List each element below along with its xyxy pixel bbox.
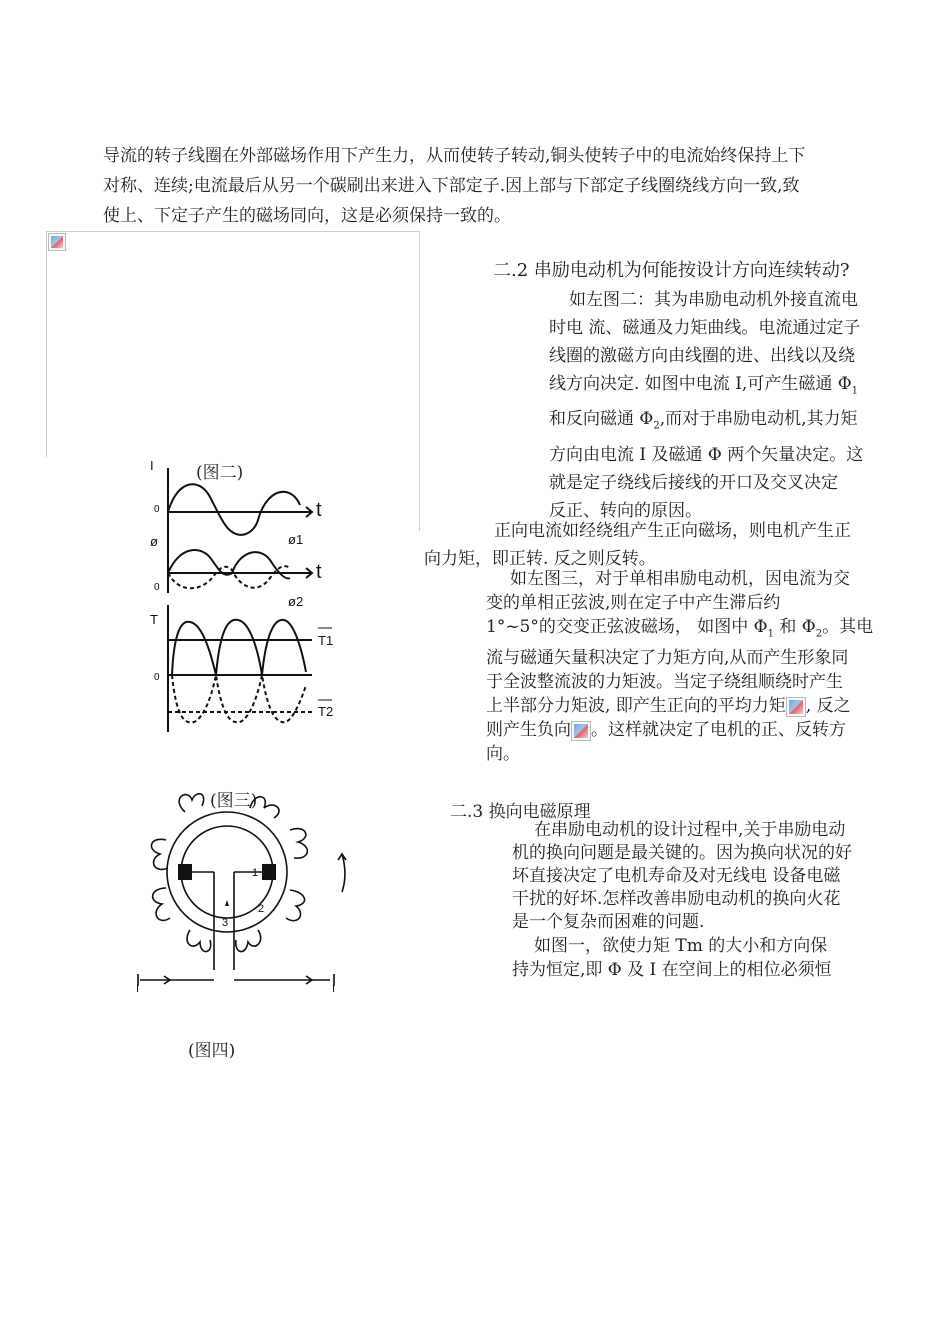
text-line: 就是定子绕线后接线的开口及交叉决定 [549,472,838,493]
coil-right [290,829,307,859]
zero-label: 0 [154,672,160,683]
phi1-label: ø1 [288,532,304,547]
text-segment: 线方向决定. 如图中电流 I,可产生磁通 Φ [549,374,852,394]
text-segment: , 反之 [805,696,851,717]
text-line: 正向电流如经绕组产生正向磁场，则电机产生正 [494,521,851,541]
torque-wave-1 [172,620,306,675]
intro-line: 导流的转子线圈在外部磁场作用下产生力，从而使转子转动,铜头使转子中的电流始终保持上下 [103,146,806,166]
zero-label: 0 [154,504,160,515]
text-line: 干扰的好坏.怎样改善串励电动机的换向火花 [512,889,841,909]
phi2-label: ø2 [288,594,304,609]
text-line: 向力矩，即正转. 反之则反转。 [424,549,656,569]
segment-label-1: 1 [252,867,259,879]
text-segment: 1°~5°的交变正弦波磁场， 如图中 Φ [486,617,768,637]
text-line: 持为恒定,即 Φ 及 I 在空间上的相位必须恒 [512,960,832,980]
axis-label-t: t [316,561,322,583]
text-segment: 上半部分力矩波, 即产生正向的平均力矩 [486,696,786,717]
text-line [486,615,896,646]
section-heading-2-3: 二.3 换向电磁原理 [450,802,591,822]
text-segment: 和 Φ [774,617,816,637]
axis-label-t: t [316,499,322,521]
text-line: 坏直接决定了电机寿命及对无线电 设备电磁 [512,866,841,886]
text-line: 反正、转向的原因。 [549,500,702,521]
torque-wave-2 [172,675,306,722]
subscript: 2 [653,420,660,432]
current-wave [168,484,300,535]
arrow-head [225,900,229,906]
text-segment: ,而对于串励电动机,其力矩 [659,409,858,430]
axis-label-phi: ø [150,534,158,549]
text-segment: 和反向磁通 Φ [549,409,654,430]
broken-inline-image-icon [786,697,806,717]
coil-bottom-left [187,930,211,952]
segment-label-2: 2 [258,903,265,915]
subscript: 1 [767,628,774,640]
subscript: 2 [815,628,823,640]
coil-lower-right [286,890,305,921]
text-line [486,718,896,742]
intro-line: 对称、连续;电流最后从另一个碳刷出来进入下部定子.因上部与下部定子线圈绕线方向一致,致 [103,176,800,196]
text-line: 如图一，欲使力矩 Tm 的大小和方向保 [534,936,828,956]
rotation-arrow [342,854,345,892]
t2-label: T2 [318,704,334,719]
text-line: 于全波整流波的力矩波。当定子绕组顺绕时产生 [486,672,843,693]
intro-paragraph [103,141,903,231]
segment-label-3: 3 [222,917,229,929]
text-line: 如左图三，对于单相串励电动机，因电流为交 [510,569,850,589]
figure-3-waveforms [140,450,340,740]
text-segment: 则产生负向 [486,720,571,741]
text-line: 方向由电流 I 及磁通 Φ 两个矢量决定。这 [549,444,864,465]
section-heading-2-2: 二.2 串励电动机为何能按设计方向连续转动? [493,260,850,281]
flux-wave-2 [168,566,290,588]
text-line [486,694,896,718]
text-line: 时电 流、磁通及力矩曲线。电流通过定子 [549,318,861,338]
zero-label: 0 [154,582,160,593]
figure-4-motor-diagram [130,780,360,995]
subscript: 1 [851,385,859,397]
brush-left [178,864,192,880]
text-segment: 。其电 [822,617,874,637]
section-2-2-paragraph-3 [486,567,896,766]
caption-fig3: (图三) [210,791,258,811]
caption-fig4: (图四) [188,1041,236,1061]
current-label: I [332,983,336,995]
text-line: 向。 [486,744,520,765]
section-2-3-paragraph-2 [512,934,902,982]
current-label: I [136,983,140,995]
text-line: 流与磁通矢量积决定了力矩方向,从而产生形象同 [486,648,849,669]
text-line [549,370,909,405]
text-line: 在串励电动机的设计过程中,关于串励电动 [534,820,846,840]
caption-fig2: (图二) [196,463,244,483]
section-2-2-paragraph-1 [549,286,909,525]
coil-left [151,839,168,869]
text-line: 变的单相正弦波,则在定子中产生滞后约 [486,593,781,613]
text-line: 线圈的激磁方向由线圈的进、出线以及绕 [549,346,855,366]
intro-line: 使上、下定子产生的磁场同向，这是必须保持一致的。 [103,206,511,226]
text-segment: 。这样就决定了电机的正、反转方 [591,720,846,741]
text-line: 如左图二：其为串励电动机外接直流电 [569,290,858,310]
brush-right [262,864,276,880]
text-line [549,405,909,440]
coil-lower-left [153,888,170,920]
section-2-3-paragraph-1 [512,819,902,934]
coil-bottom [236,930,261,952]
text-line: 机的换向问题是最关键的。因为换向状况的好 [512,843,852,863]
text-line: 是一个复杂而困难的问题. [512,912,705,932]
broken-image-icon [48,233,66,251]
axis-label-torque: T [150,612,158,627]
broken-inline-image-icon [571,721,591,741]
t1-label: T1 [318,633,334,648]
coil-top-left [179,794,204,812]
coil-top-right [250,797,279,818]
flux-wave-1 [168,550,290,578]
axis-label-i: I [150,458,154,473]
section-2-2-paragraph-2 [424,517,851,573]
